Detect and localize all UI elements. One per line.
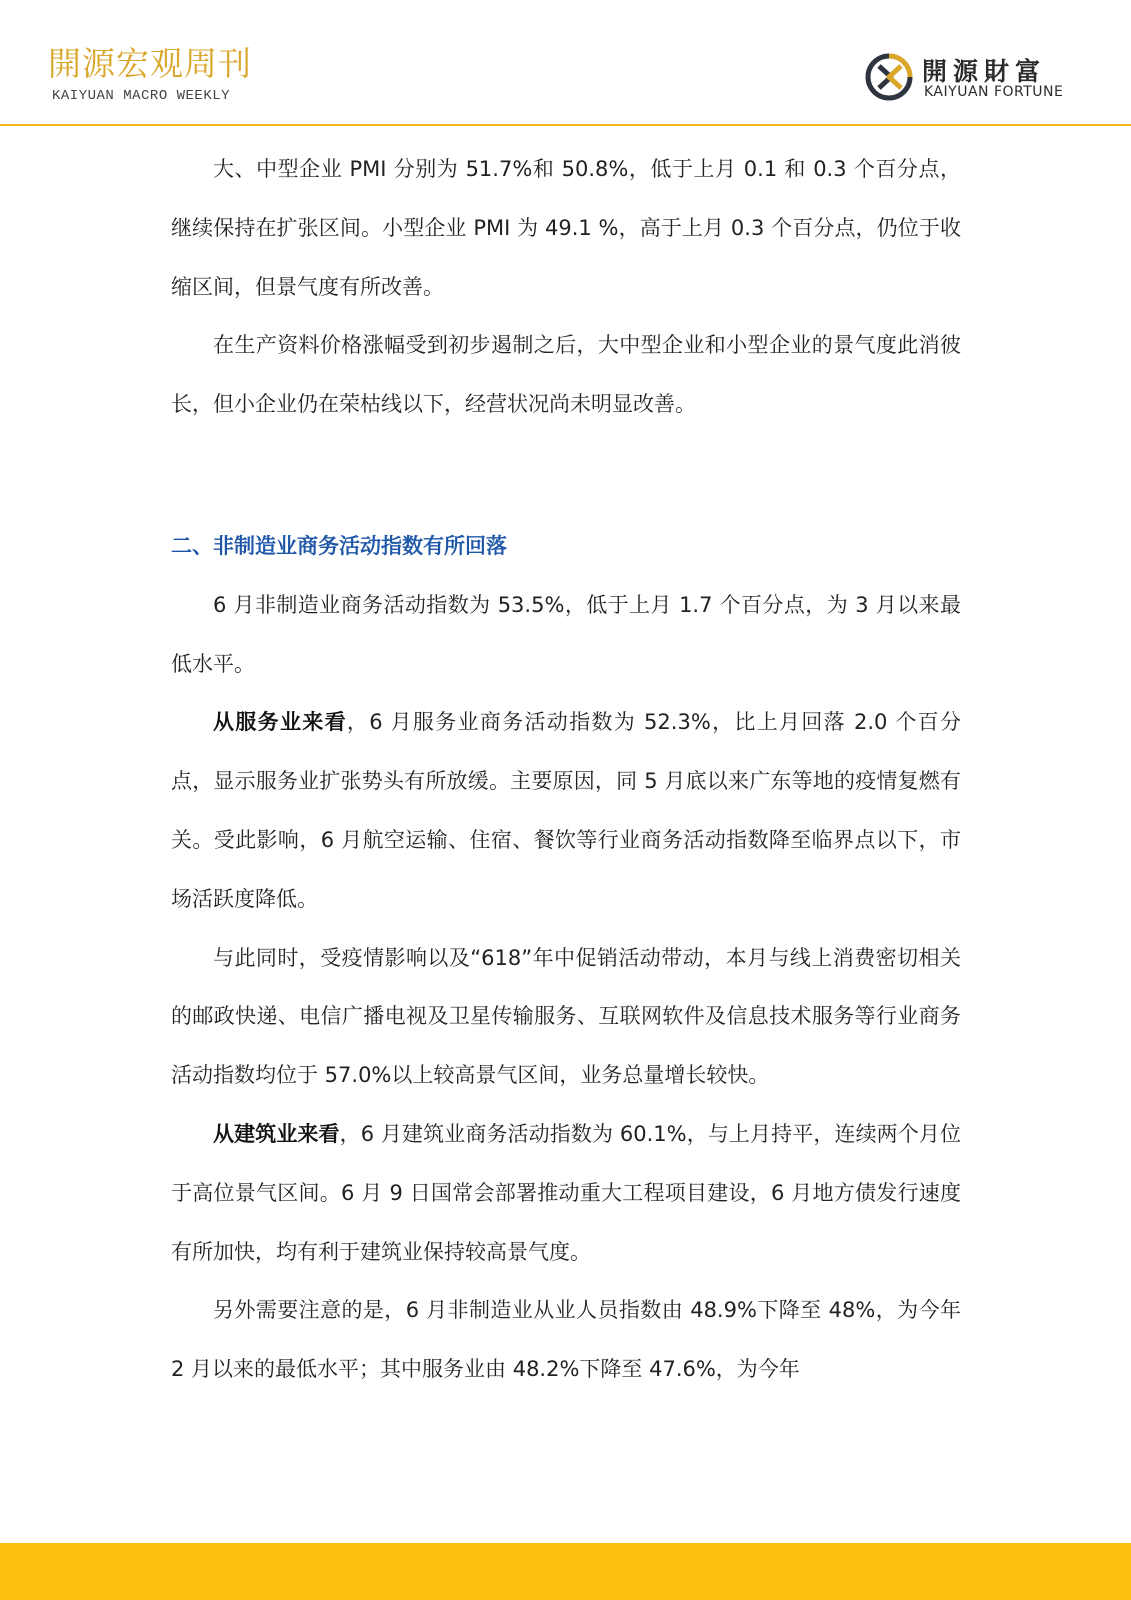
- paragraph-non-manufacturing: 6 月非制造业商务活动指数为 53.5%，低于上月 1.7 个百分点，为 3 月以来最低水平。: [171, 592, 961, 676]
- paragraph-services: [171, 693, 961, 928]
- logo-english-name: KAIYUAN FORTUNE: [924, 84, 1064, 100]
- paragraph-online-consumption: 与此同时，受疫情影响以及“618”年中促销活动带动，本月与线上消费密切相关的邮政快递、电信广播电视及卫星传输服务、互联网软件及信息技术服务等行业商务活动指数均位于 57.0%以上较高景气区间，业务总量增长较快。: [171, 945, 961, 1088]
- page-header: [0, 0, 1131, 128]
- paragraph-enterprise-pmi: 大、中型企业 PMI 分别为 51.7%和 50.8%，低于上月 0.1 和 0.3 个百分点，继续保持在扩张区间。小型企业 PMI 为 49.1 %，高于上月 0.3 个百分点，仍位于收缩区间，但景气度有所改善。: [171, 157, 961, 299]
- lead-construction: 从建筑业来看: [213, 1121, 340, 1146]
- construction-text: ，6 月建筑业商务活动指数为 60.1%，与上月持平，连续两个月位于高位景气区间。6 月 9 日国常会部署推动重大工程项目建设，6 月地方债发行速度有所加快，均有利于建筑业保持较高景气度。: [171, 1121, 962, 1264]
- publication-title: 開源宏观周刊: [48, 44, 252, 83]
- lead-services: 从服务业来看: [213, 710, 347, 735]
- publication-subtitle: KAIYUAN MACRO WEEKLY: [52, 88, 231, 104]
- services-text: ，6 月服务业商务活动指数为 52.3%，比上月回落 2.0 个百分点，显示服务业扩张势头有所放缓。主要原因，同 5 月底以来广东等地的疫情复燃有关。受此影响，6 月航空运输、住宿、餐饮等行业商务活动指数降至临界点以下，市场活跃度降低。: [171, 710, 962, 911]
- paragraph-employment: 另外需要注意的是，6 月非制造业从业人员指数由 48.9%下降至 48%，为今年 2 月以来的最低水平；其中服务业由 48.2%下降至 47.6%，为今年: [171, 1298, 961, 1382]
- section-heading: 二、非制造业商务活动指数有所回落: [171, 533, 507, 558]
- company-logo: [864, 50, 1084, 108]
- logo-chinese-name: 開源財富: [922, 57, 1047, 86]
- paragraph-construction: [171, 1105, 961, 1281]
- footer-bar: [0, 1543, 1131, 1600]
- kaiyuan-logo-icon: [864, 52, 914, 102]
- paragraph-enterprise-outlook: 在生产资料价格涨幅受到初步遏制之后，大中型企业和小型企业的景气度此消彼长，但小企业仍在荣枯线以下，经营状况尚未明显改善。: [171, 333, 961, 417]
- article-body: [171, 140, 961, 1399]
- header-divider: [0, 124, 1131, 126]
